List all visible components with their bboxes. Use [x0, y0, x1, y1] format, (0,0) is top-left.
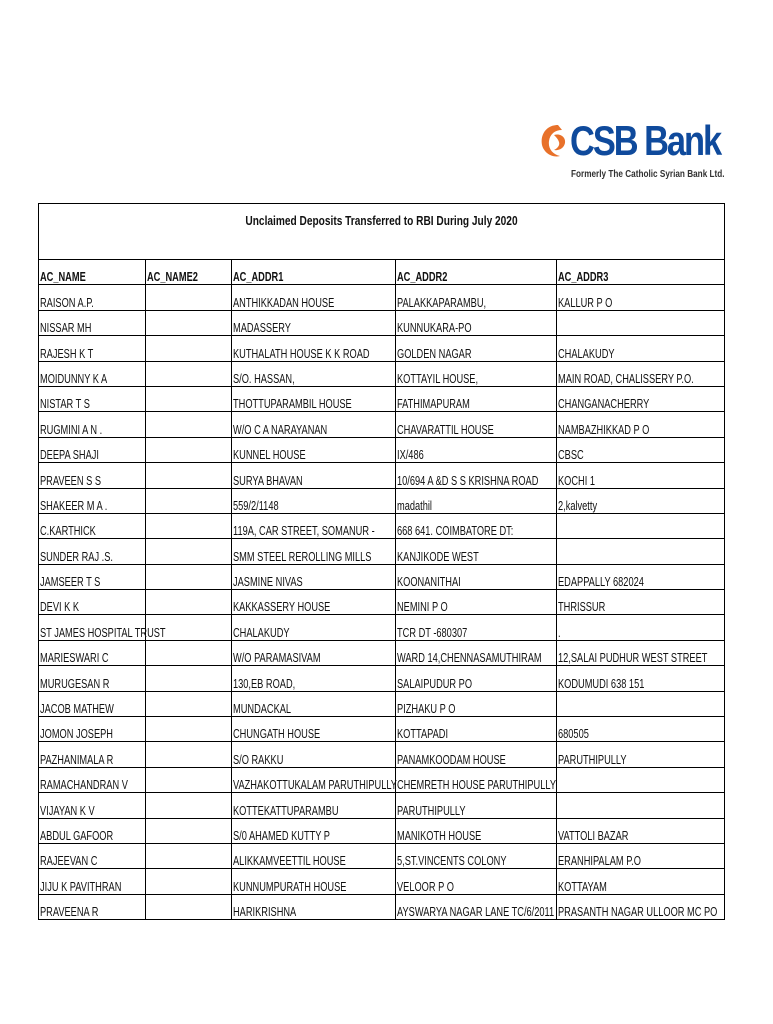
column-header: AC_NAME	[39, 260, 146, 285]
table-cell: NISSAR MH	[39, 310, 146, 335]
table-row	[39, 869, 725, 894]
table-row	[39, 843, 725, 868]
table-cell: ERANHIPALAM P.O	[557, 843, 725, 868]
table-row	[39, 463, 725, 488]
table-cell: CHALAKUDY	[557, 336, 725, 361]
table-cell	[146, 412, 232, 437]
csb-swirl-icon	[538, 121, 572, 161]
table-cell	[146, 767, 232, 792]
table-cell: PRASANTH NAGAR ULLOOR MC PO	[557, 894, 725, 919]
table-row	[39, 437, 725, 462]
table-cell	[146, 894, 232, 919]
unclaimed-deposits-table	[38, 259, 725, 920]
table-row	[39, 691, 725, 716]
column-header: AC_ADDR3	[557, 260, 725, 285]
column-header: AC_NAME2	[146, 260, 232, 285]
table-cell: RAMACHANDRAN V	[39, 767, 146, 792]
table-cell: SHAKEER M A .	[39, 488, 146, 513]
table-cell: NEMINI P O	[396, 590, 557, 615]
table-cell: JOMON JOSEPH	[39, 717, 146, 742]
table-cell: PANAMKOODAM HOUSE	[396, 742, 557, 767]
document-title: Unclaimed Deposits Transferred to RBI During July 2020	[245, 213, 518, 228]
table-cell: MURUGESAN R	[39, 666, 146, 691]
table-row	[39, 666, 725, 691]
table-cell: VIJAYAN K V	[39, 793, 146, 818]
table-cell: KUNNUKARA-PO	[396, 310, 557, 335]
table-cell: .	[557, 615, 725, 640]
table-cell: KUNNEL HOUSE	[232, 437, 396, 462]
table-cell: 668 641. COIMBATORE DT:	[396, 513, 557, 538]
table-cell	[146, 386, 232, 411]
table-cell: FATHIMAPURAM	[396, 386, 557, 411]
table-cell: KANJIKODE WEST	[396, 539, 557, 564]
csb-bank-logo	[538, 117, 725, 188]
table-cell	[146, 361, 232, 386]
table-cell: KALLUR P O	[557, 285, 725, 310]
table-cell: CBSC	[557, 437, 725, 462]
table-cell: JACOB MATHEW	[39, 691, 146, 716]
table-cell: KUTHALATH HOUSE K K ROAD	[232, 336, 396, 361]
table-cell: RUGMINI A N .	[39, 412, 146, 437]
table-cell: madathil	[396, 488, 557, 513]
table-row	[39, 285, 725, 310]
table-cell: KAKKASSERY HOUSE	[232, 590, 396, 615]
table-cell	[146, 336, 232, 361]
table-cell: PARUTHIPULLY	[557, 742, 725, 767]
table-cell	[146, 691, 232, 716]
table-cell: NISTAR T S	[39, 386, 146, 411]
header-row	[39, 260, 725, 285]
table-row	[39, 513, 725, 538]
table-cell: JAMSEER T S	[39, 564, 146, 589]
table-cell	[146, 818, 232, 843]
table-cell: NAMBAZHIKKAD P O	[557, 412, 725, 437]
table-cell: W/O C A NARAYANAN	[232, 412, 396, 437]
table-cell: RAJESH K T	[39, 336, 146, 361]
table-cell: MANIKOTH HOUSE	[396, 818, 557, 843]
table-cell: SURYA BHAVAN	[232, 463, 396, 488]
table-row	[39, 717, 725, 742]
table-cell: PAZHANIMALA R	[39, 742, 146, 767]
table-cell: PRAVEEN S S	[39, 463, 146, 488]
table-cell: CHEMRETH HOUSE PARUTHIPULLY	[396, 767, 557, 792]
table-row	[39, 615, 725, 640]
column-header: AC_ADDR1	[232, 260, 396, 285]
table-cell: THOTTUPARAMBIL HOUSE	[232, 386, 396, 411]
table-cell: ST JAMES HOSPITAL TRUST	[39, 615, 146, 640]
table-cell: W/O PARAMASIVAM	[232, 640, 396, 665]
table-cell: 559/2/1148	[232, 488, 396, 513]
table-cell: RAJEEVAN C	[39, 843, 146, 868]
table-row	[39, 793, 725, 818]
table-cell: KOCHI 1	[557, 463, 725, 488]
table-cell: EDAPPALLY 682024	[557, 564, 725, 589]
table-cell	[146, 437, 232, 462]
table-cell: C.KARTHICK	[39, 513, 146, 538]
table-cell: JASMINE NIVAS	[232, 564, 396, 589]
table-cell: CHANGANACHERRY	[557, 386, 725, 411]
table-cell: 130,EB ROAD,	[232, 666, 396, 691]
table-cell: PALAKKAPARAMBU,	[396, 285, 557, 310]
table-cell: DEVI K K	[39, 590, 146, 615]
table-cell: PIZHAKU P O	[396, 691, 557, 716]
table-row	[39, 894, 725, 919]
table-row	[39, 310, 725, 335]
table-row	[39, 767, 725, 792]
table-cell: HARIKRISHNA	[232, 894, 396, 919]
table-row	[39, 488, 725, 513]
table-cell: SMM STEEL REROLLING MILLS	[232, 539, 396, 564]
table-cell: MAIN ROAD, CHALISSERY P.O.	[557, 361, 725, 386]
table-cell: SALAIPUDUR PO	[396, 666, 557, 691]
table-cell: S/O RAKKU	[232, 742, 396, 767]
table-cell	[557, 691, 725, 716]
table-cell: ANTHIKKADAN HOUSE	[232, 285, 396, 310]
brand-subtitle: Formerly The Catholic Syrian Bank Ltd.	[571, 169, 725, 180]
table-cell: KOONANITHAI	[396, 564, 557, 589]
table-row	[39, 640, 725, 665]
table-cell: 12,SALAI PUDHUR WEST STREET	[557, 640, 725, 665]
table-row	[39, 412, 725, 437]
table-cell: JIJU K PAVITHRAN	[39, 869, 146, 894]
table-cell: GOLDEN NAGAR	[396, 336, 557, 361]
table-cell: MADASSERY	[232, 310, 396, 335]
table-cell	[146, 717, 232, 742]
table-cell: 2,kalvetty	[557, 488, 725, 513]
table-row	[39, 336, 725, 361]
table-cell	[146, 590, 232, 615]
table-cell: RAISON A.P.	[39, 285, 146, 310]
table-cell: VELOOR P O	[396, 869, 557, 894]
table-cell: MARIESWARI C	[39, 640, 146, 665]
table-cell	[146, 564, 232, 589]
table-cell	[557, 793, 725, 818]
table-cell: TCR DT -680307	[396, 615, 557, 640]
table-cell: ABDUL GAFOOR	[39, 818, 146, 843]
table-cell: 680505	[557, 717, 725, 742]
table-cell	[146, 666, 232, 691]
table-cell	[557, 539, 725, 564]
table-cell: KOTTAYIL HOUSE,	[396, 361, 557, 386]
table-row	[39, 742, 725, 767]
table-cell	[557, 767, 725, 792]
table-cell: PRAVEENA R	[39, 894, 146, 919]
table-cell: VATTOLI BAZAR	[557, 818, 725, 843]
table-cell: 5,ST.VINCENTS COLONY	[396, 843, 557, 868]
table-cell: ALIKKAMVEETTIL HOUSE	[232, 843, 396, 868]
table-cell: MOIDUNNY K A	[39, 361, 146, 386]
table-cell	[146, 463, 232, 488]
table-cell	[146, 539, 232, 564]
table-cell	[146, 640, 232, 665]
table-cell: VAZHAKOTTUKALAM PARUTHIPULLY	[232, 767, 396, 792]
table-row	[39, 361, 725, 386]
table-cell	[146, 513, 232, 538]
table-cell	[146, 310, 232, 335]
table-cell	[146, 285, 232, 310]
brand-name: CSB Bank	[570, 117, 721, 164]
table-cell: S/0 AHAMED KUTTY P	[232, 818, 396, 843]
table-cell: CHUNGATH HOUSE	[232, 717, 396, 742]
table-cell: KOTTAPADI	[396, 717, 557, 742]
title-box	[38, 203, 725, 232]
table-cell: SUNDER RAJ .S.	[39, 539, 146, 564]
table-cell	[146, 843, 232, 868]
table-row	[39, 564, 725, 589]
table-cell: THRISSUR	[557, 590, 725, 615]
table-cell	[146, 488, 232, 513]
table-cell: KODUMUDI 638 151	[557, 666, 725, 691]
column-header: AC_ADDR2	[396, 260, 557, 285]
table-cell: KOTTEKATTUPARAMBU	[232, 793, 396, 818]
table-cell: 10/694 A &D S S KRISHNA ROAD	[396, 463, 557, 488]
title-spacer	[38, 231, 725, 259]
table-row	[39, 539, 725, 564]
table-cell: AYSWARYA NAGAR LANE TC/6/2011	[396, 894, 557, 919]
table-cell	[146, 742, 232, 767]
table-cell: CHAVARATTIL HOUSE	[396, 412, 557, 437]
table-cell: WARD 14,CHENNASAMUTHIRAM	[396, 640, 557, 665]
table-cell: 119A, CAR STREET, SOMANUR -	[232, 513, 396, 538]
table-cell	[146, 793, 232, 818]
table-row	[39, 818, 725, 843]
table-cell: DEEPA SHAJI	[39, 437, 146, 462]
table-row	[39, 590, 725, 615]
table-cell: IX/486	[396, 437, 557, 462]
table-cell: PARUTHIPULLY	[396, 793, 557, 818]
table-cell: KUNNUMPURATH HOUSE	[232, 869, 396, 894]
table-row	[39, 386, 725, 411]
table-cell: CHALAKUDY	[232, 615, 396, 640]
table-cell	[557, 513, 725, 538]
table-cell	[146, 869, 232, 894]
table-cell	[557, 310, 725, 335]
table-cell: KOTTAYAM	[557, 869, 725, 894]
table-cell: MUNDACKAL	[232, 691, 396, 716]
table-cell: S/O. HASSAN,	[232, 361, 396, 386]
